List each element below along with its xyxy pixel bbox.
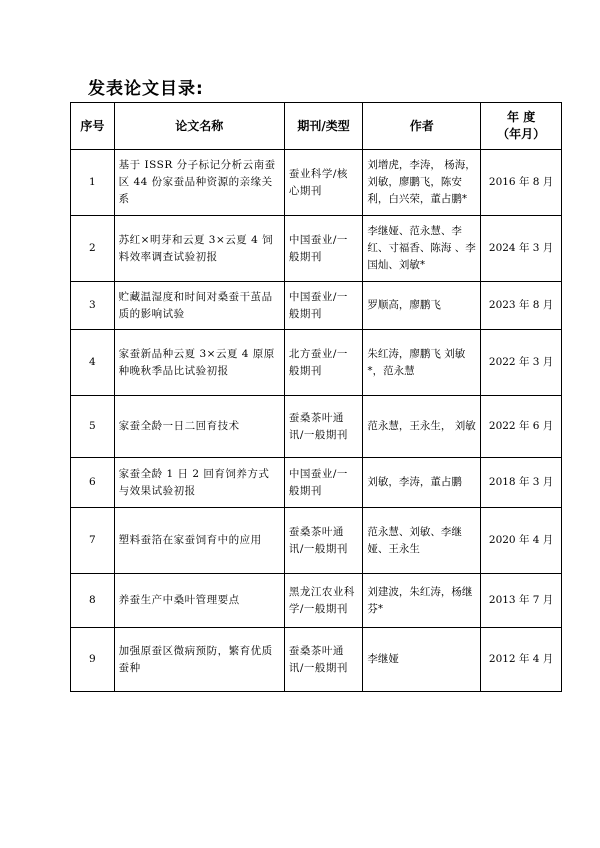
header-year xyxy=(481,103,562,150)
cell-journal: 蚕桑茶叶通讯/一般期刊 xyxy=(284,396,363,458)
table-row xyxy=(71,458,562,508)
cell-title: 加强原蚕区微病预防，繁育优质蚕种 xyxy=(114,628,284,692)
cell-year: 2016 年 8 月 xyxy=(481,150,562,216)
header-no: 序号 xyxy=(71,103,115,150)
table-row xyxy=(71,628,562,692)
cell-authors: 刘增虎，李涛， 杨海，刘敏，廖鹏飞，陈安利，白兴荣，董占鹏* xyxy=(363,150,481,216)
cell-journal: 中国蚕业/一般期刊 xyxy=(284,458,363,508)
cell-title: 养蚕生产中桑叶管理要点 xyxy=(114,574,284,628)
cell-no: 9 xyxy=(71,628,115,692)
publications-table xyxy=(70,102,562,692)
table-row xyxy=(71,150,562,216)
cell-year: 2018 年 3 月 xyxy=(481,458,562,508)
page-heading: 发表论文目录: xyxy=(88,79,204,99)
cell-title: 塑料蚕箔在家蚕饲育中的应用 xyxy=(114,508,284,574)
cell-authors: 李继娅 xyxy=(363,628,481,692)
cell-year: 2022 年 6 月 xyxy=(481,396,562,458)
cell-title: 苏红×明芽和云夏 3×云夏 4 饲料效率调查试验初报 xyxy=(114,216,284,282)
cell-title: 贮藏温湿度和时间对桑蚕干茧品质的影响试验 xyxy=(114,282,284,330)
cell-journal: 中国蚕业/一般期刊 xyxy=(284,216,363,282)
table-row xyxy=(71,574,562,628)
table-row xyxy=(71,508,562,574)
cell-year: 2022 年 3 月 xyxy=(481,330,562,396)
header-year-line1: 年 度 xyxy=(507,110,536,124)
cell-authors: 范永慧，王永生， 刘敏 xyxy=(363,396,481,458)
cell-no: 7 xyxy=(71,508,115,574)
cell-journal: 黑龙江农业科学/一般期刊 xyxy=(284,574,363,628)
cell-authors: 刘敏，李涛，董占鹏 xyxy=(363,458,481,508)
cell-title: 家蚕全龄 1 日 2 回育饲养方式与效果试验初报 xyxy=(114,458,284,508)
cell-title: 家蚕全龄一日二回育技术 xyxy=(114,396,284,458)
cell-no: 8 xyxy=(71,574,115,628)
cell-year: 2024 年 3 月 xyxy=(481,216,562,282)
cell-journal: 蚕桑茶叶通讯/一般期刊 xyxy=(284,508,363,574)
cell-title: 基于 ISSR 分子标记分析云南蚕区 44 份家蚕品种资源的亲缘关系 xyxy=(114,150,284,216)
header-title: 论文名称 xyxy=(114,103,284,150)
cell-journal: 中国蚕业/一般期刊 xyxy=(284,282,363,330)
cell-no: 2 xyxy=(71,216,115,282)
cell-journal: 北方蚕业/一般期刊 xyxy=(284,330,363,396)
cell-title: 家蚕新品种云夏 3×云夏 4 原原种晚秋季品比试验初报 xyxy=(114,330,284,396)
cell-year: 2023 年 8 月 xyxy=(481,282,562,330)
table-row xyxy=(71,396,562,458)
cell-authors: 朱红涛，廖鹏飞 刘敏*，范永慧 xyxy=(363,330,481,396)
cell-journal: 蚕桑茶叶通讯/一般期刊 xyxy=(284,628,363,692)
cell-no: 1 xyxy=(71,150,115,216)
cell-no: 4 xyxy=(71,330,115,396)
cell-no: 5 xyxy=(71,396,115,458)
cell-no: 6 xyxy=(71,458,115,508)
header-authors: 作者 xyxy=(363,103,481,150)
cell-year: 2012 年 4 月 xyxy=(481,628,562,692)
cell-year: 2013 年 7 月 xyxy=(481,574,562,628)
cell-authors: 罗顺高，廖鹏飞 xyxy=(363,282,481,330)
cell-year: 2020 年 4 月 xyxy=(481,508,562,574)
cell-authors: 刘建波，朱红涛，杨继芬* xyxy=(363,574,481,628)
cell-no: 3 xyxy=(71,282,115,330)
table-header-row xyxy=(71,103,562,150)
header-journal: 期刊/类型 xyxy=(284,103,363,150)
table-row xyxy=(71,330,562,396)
table-row xyxy=(71,282,562,330)
table-body xyxy=(71,150,562,692)
cell-journal: 蚕业科学/核心期刊 xyxy=(284,150,363,216)
table-row xyxy=(71,216,562,282)
header-year-line2: （年月） xyxy=(497,127,546,141)
cell-authors: 李继娅、范永慧、李红、寸福香、陈海 、李国灿、刘敏* xyxy=(363,216,481,282)
cell-authors: 范永慧、刘敏、李继娅、王永生 xyxy=(363,508,481,574)
